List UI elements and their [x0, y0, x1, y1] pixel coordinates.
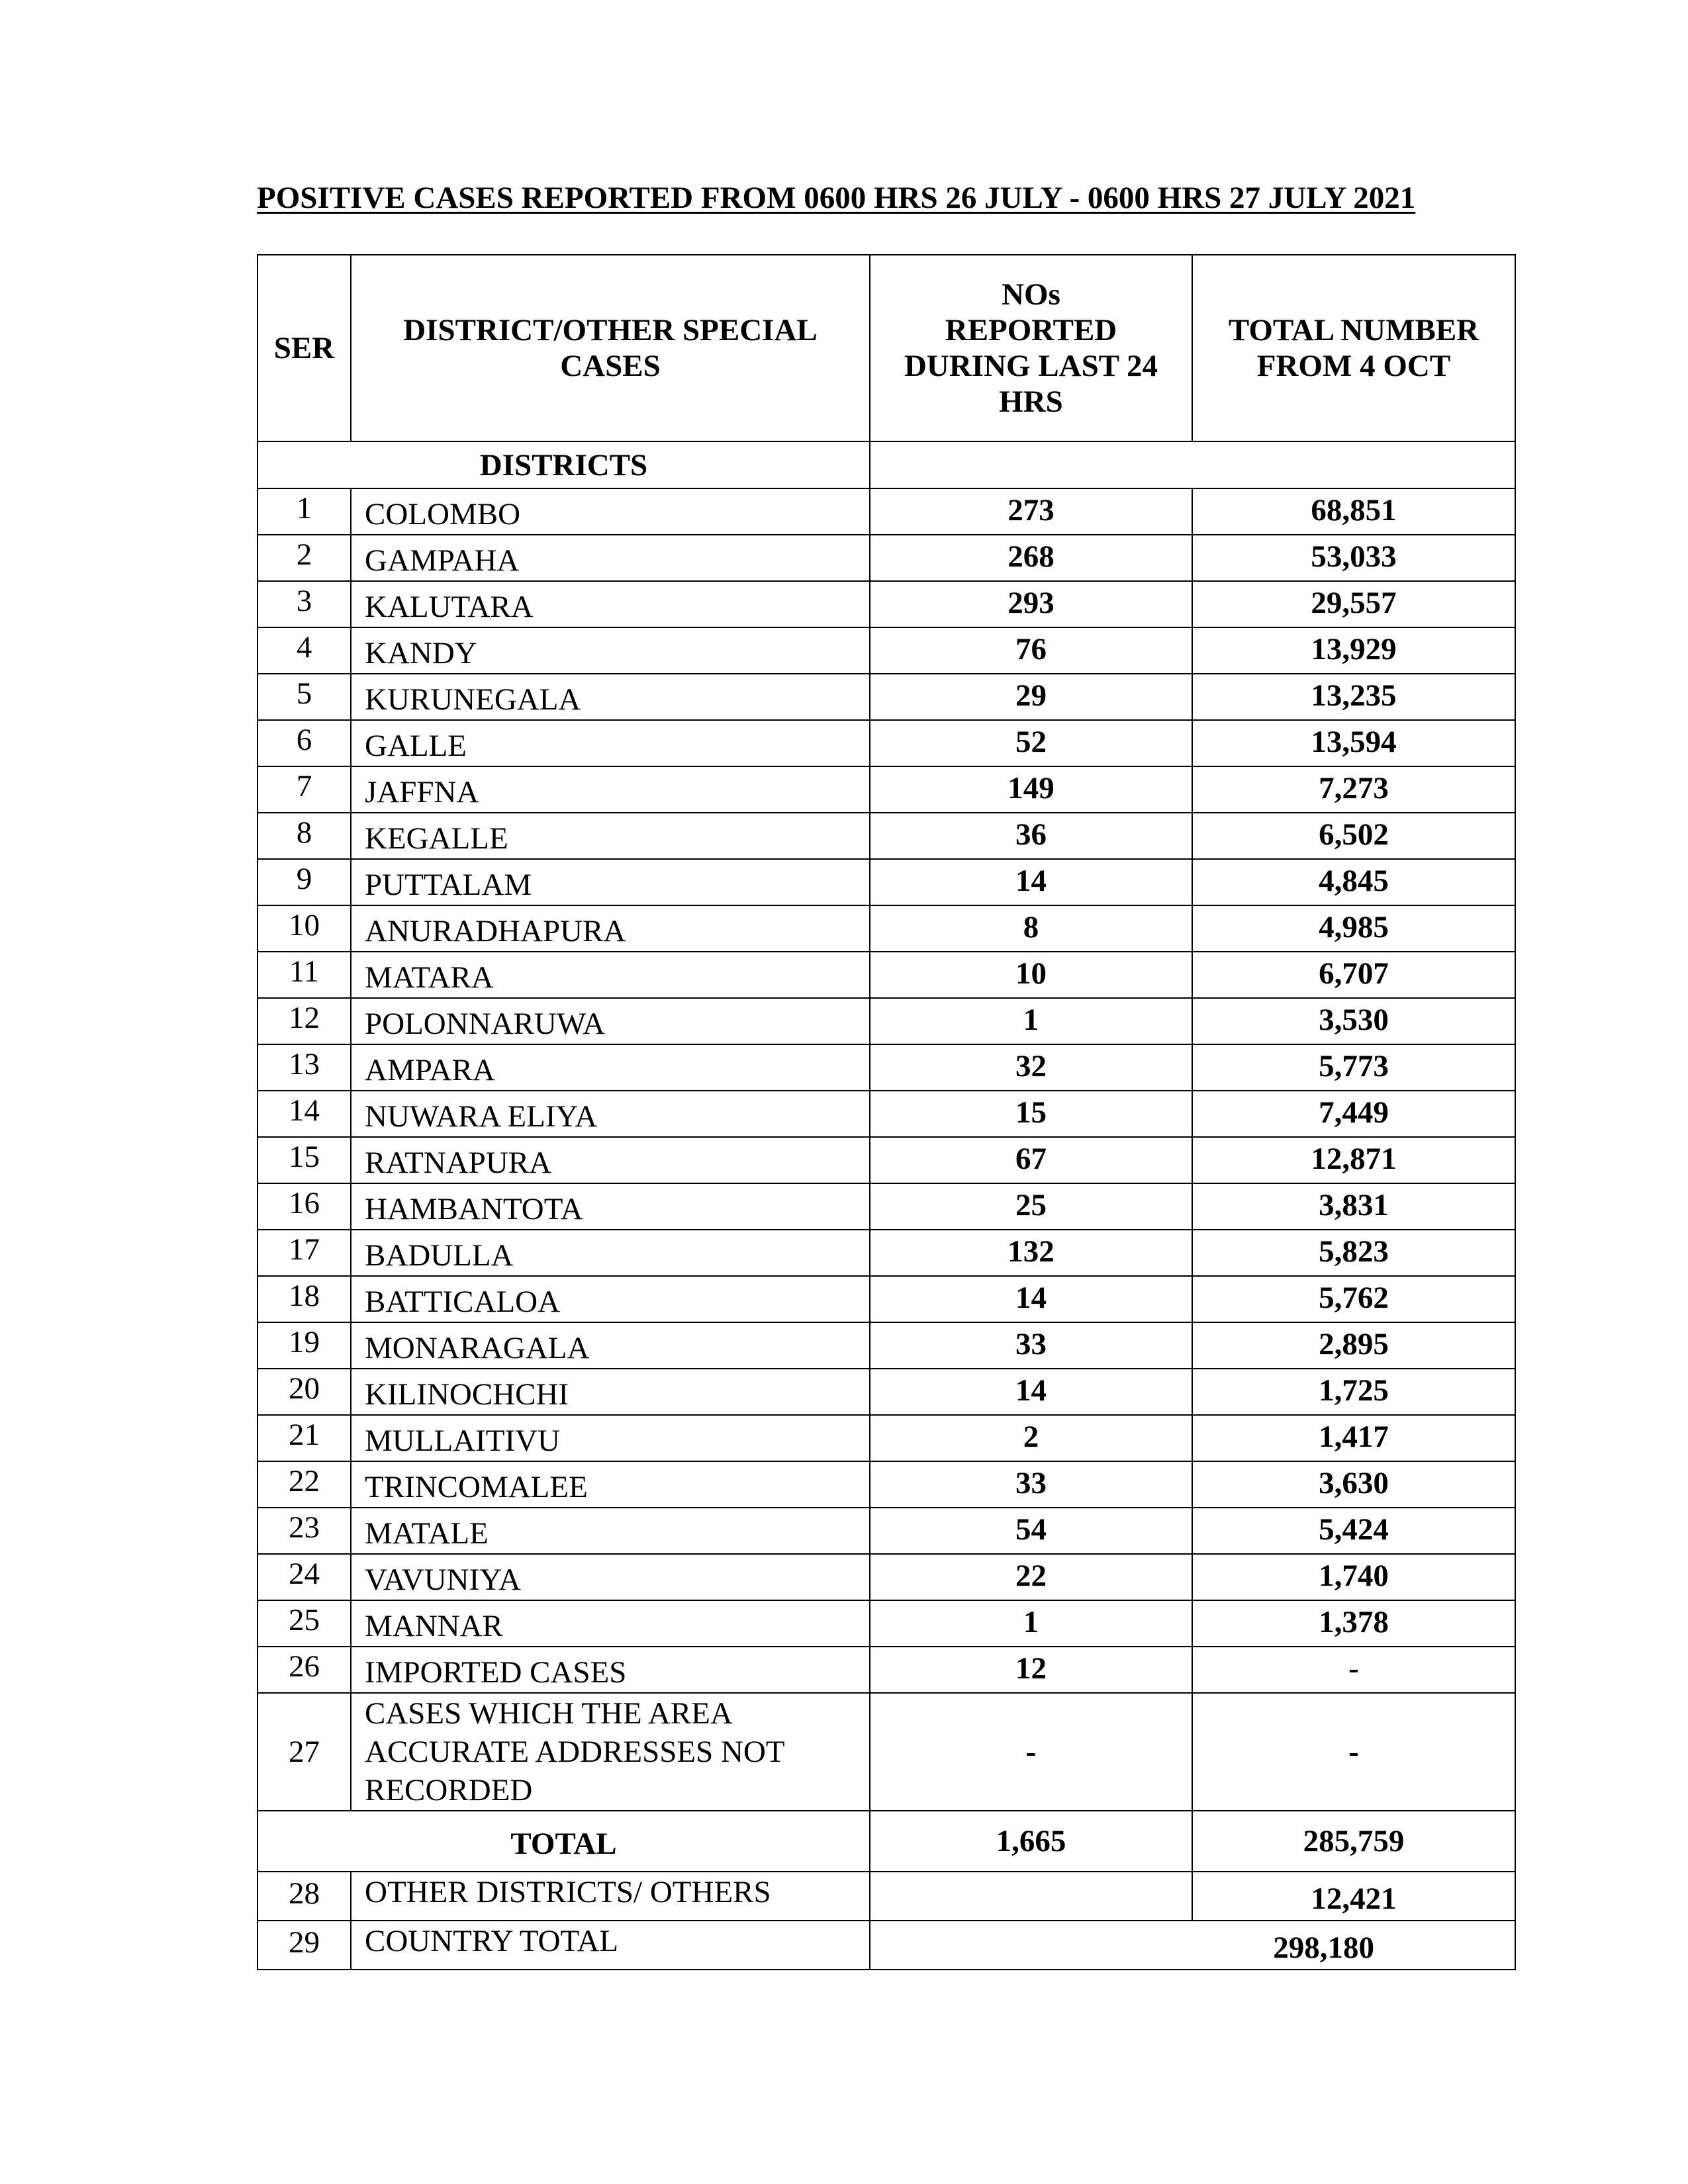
- ser-cell: 6: [258, 720, 351, 766]
- table-row: [258, 766, 1515, 813]
- total-cell: 4,845: [1192, 859, 1515, 905]
- document-title: POSITIVE CASES REPORTED FROM 0600 HRS 26 JULY - 0600 HRS 27 JULY 2021: [257, 181, 1416, 215]
- header-last24-line1: NOs: [1002, 277, 1060, 312]
- table-row: [258, 1369, 1515, 1415]
- last24-cell: 14: [870, 1369, 1192, 1415]
- last24-cell: 149: [870, 766, 1192, 813]
- ser-cell: 7: [258, 766, 351, 813]
- district-cell: COLOMBO: [351, 488, 870, 535]
- last24-cell: 132: [870, 1230, 1192, 1276]
- district-cell: ANURADHAPURA: [351, 905, 870, 952]
- ser-cell: 14: [258, 1091, 351, 1137]
- ser-cell: 19: [258, 1322, 351, 1369]
- table-row: [258, 1554, 1515, 1600]
- header-ser: SER: [258, 255, 351, 441]
- ser-cell: 4: [258, 627, 351, 674]
- table-row: [258, 1276, 1515, 1322]
- ser-cell: 12: [258, 998, 351, 1044]
- last24-cell: 36: [870, 813, 1192, 859]
- ser-cell: 23: [258, 1508, 351, 1554]
- table-row: [258, 581, 1515, 627]
- header-last24: [870, 255, 1192, 441]
- district-cell: TRINCOMALEE: [351, 1461, 870, 1508]
- header-last24-line3: DURING LAST 24: [904, 349, 1158, 383]
- header-row: [258, 255, 1515, 441]
- last24-cell: 268: [870, 535, 1192, 581]
- table-row: [258, 1322, 1515, 1369]
- section-label: DISTRICTS: [258, 441, 870, 488]
- ser-cell: 26: [258, 1647, 351, 1693]
- district-cell: NUWARA ELIYA: [351, 1091, 870, 1137]
- last24-cell: 29: [870, 674, 1192, 720]
- table-row: [258, 1137, 1515, 1183]
- ser-cell: 1: [258, 488, 351, 535]
- total-cell: 3,630: [1192, 1461, 1515, 1508]
- district-cell: [351, 1693, 870, 1811]
- table-row: [258, 1647, 1515, 1693]
- total-cell: 12,871: [1192, 1137, 1515, 1183]
- total-cell: 13,594: [1192, 720, 1515, 766]
- district-cell: KILINOCHCHI: [351, 1369, 870, 1415]
- country-total-cell: 298,180: [870, 1921, 1515, 1970]
- ser-cell: 11: [258, 952, 351, 998]
- total-cell: -: [1192, 1693, 1515, 1811]
- table-row: [258, 1091, 1515, 1137]
- total-cell: 7,449: [1192, 1091, 1515, 1137]
- last24-cell: 54: [870, 1508, 1192, 1554]
- table-row: [258, 1415, 1515, 1461]
- total-cell: 1,725: [1192, 1369, 1515, 1415]
- total-cell: 13,929: [1192, 627, 1515, 674]
- district-cell: MATALE: [351, 1508, 870, 1554]
- other-districts-row: [258, 1872, 1515, 1921]
- table-row: [258, 488, 1515, 535]
- ser-cell: 2: [258, 535, 351, 581]
- ser-cell: 22: [258, 1461, 351, 1508]
- table-row: [258, 1183, 1515, 1230]
- district-line3: RECORDED: [365, 1773, 533, 1807]
- header-last24-line4: HRS: [999, 385, 1063, 419]
- total-cell: 68,851: [1192, 488, 1515, 535]
- district-cell: GAMPAHA: [351, 535, 870, 581]
- last24-cell: [870, 1872, 1192, 1921]
- ser-cell: 29: [258, 1921, 351, 1970]
- total-last24: 1,665: [870, 1811, 1192, 1872]
- header-district-line2: CASES: [560, 349, 661, 383]
- district-cell: KURUNEGALA: [351, 674, 870, 720]
- last24-cell: 14: [870, 859, 1192, 905]
- ser-cell: 18: [258, 1276, 351, 1322]
- table-row: [258, 1461, 1515, 1508]
- table-row: [258, 720, 1515, 766]
- header-last24-line2: REPORTED: [945, 313, 1117, 347]
- district-cell: RATNAPURA: [351, 1137, 870, 1183]
- last24-cell: 33: [870, 1461, 1192, 1508]
- total-cell: 6,707: [1192, 952, 1515, 998]
- table-row: [258, 998, 1515, 1044]
- district-cell: VAVUNIYA: [351, 1554, 870, 1600]
- district-cell: JAFFNA: [351, 766, 870, 813]
- country-total-row: [258, 1921, 1515, 1970]
- ser-cell: 27: [258, 1693, 351, 1811]
- last24-cell: 67: [870, 1137, 1192, 1183]
- district-cell: BATTICALOA: [351, 1276, 870, 1322]
- total-cell: 12,421: [1192, 1872, 1515, 1921]
- district-cell: HAMBANTOTA: [351, 1183, 870, 1230]
- ser-cell: 9: [258, 859, 351, 905]
- last24-cell: 52: [870, 720, 1192, 766]
- last24-cell: 8: [870, 905, 1192, 952]
- ser-cell: 15: [258, 1137, 351, 1183]
- last24-cell: 33: [870, 1322, 1192, 1369]
- total-cell: 1,417: [1192, 1415, 1515, 1461]
- last24-cell: 76: [870, 627, 1192, 674]
- total-cell: 5,424: [1192, 1508, 1515, 1554]
- table-row: [258, 905, 1515, 952]
- last24-cell: -: [870, 1693, 1192, 1811]
- last24-cell: 12: [870, 1647, 1192, 1693]
- total-cell: 5,762: [1192, 1276, 1515, 1322]
- ser-cell: 8: [258, 813, 351, 859]
- district-cell: COUNTRY TOTAL: [351, 1921, 870, 1970]
- table-row: [258, 535, 1515, 581]
- last24-cell: 32: [870, 1044, 1192, 1091]
- section-empty: [870, 441, 1515, 488]
- district-cell: KALUTARA: [351, 581, 870, 627]
- total-cell: 13,235: [1192, 674, 1515, 720]
- table-row: [258, 674, 1515, 720]
- table-row-27: [258, 1693, 1515, 1811]
- table-row: [258, 1044, 1515, 1091]
- ser-cell: 5: [258, 674, 351, 720]
- ser-cell: 13: [258, 1044, 351, 1091]
- total-cumulative: 285,759: [1192, 1811, 1515, 1872]
- last24-cell: 10: [870, 952, 1192, 998]
- ser-cell: 28: [258, 1872, 351, 1921]
- total-cell: 53,033: [1192, 535, 1515, 581]
- district-cell: IMPORTED CASES: [351, 1647, 870, 1693]
- total-label: TOTAL: [258, 1811, 870, 1872]
- total-cell: 1,378: [1192, 1600, 1515, 1647]
- district-cell: AMPARA: [351, 1044, 870, 1091]
- district-cell: MULLAITIVU: [351, 1415, 870, 1461]
- total-cell: 4,985: [1192, 905, 1515, 952]
- district-cell: GALLE: [351, 720, 870, 766]
- header-total-line1: TOTAL NUMBER: [1228, 313, 1479, 347]
- total-cell: 1,740: [1192, 1554, 1515, 1600]
- ser-cell: 25: [258, 1600, 351, 1647]
- last24-cell: 293: [870, 581, 1192, 627]
- ser-cell: 21: [258, 1415, 351, 1461]
- last24-cell: 2: [870, 1415, 1192, 1461]
- total-cell: 5,823: [1192, 1230, 1515, 1276]
- last24-cell: 1: [870, 998, 1192, 1044]
- last24-cell: 25: [870, 1183, 1192, 1230]
- district-cell: KEGALLE: [351, 813, 870, 859]
- header-total-line2: FROM 4 OCT: [1256, 349, 1451, 383]
- district-line1: CASES WHICH THE AREA: [365, 1696, 733, 1731]
- last24-cell: 1: [870, 1600, 1192, 1647]
- table-row: [258, 1600, 1515, 1647]
- district-cell: KANDY: [351, 627, 870, 674]
- total-cell: 5,773: [1192, 1044, 1515, 1091]
- total-cell: 6,502: [1192, 813, 1515, 859]
- total-row: [258, 1811, 1515, 1872]
- ser-cell: 3: [258, 581, 351, 627]
- total-cell: 2,895: [1192, 1322, 1515, 1369]
- last24-cell: 273: [870, 488, 1192, 535]
- section-row: [258, 441, 1515, 488]
- table-row: [258, 952, 1515, 998]
- header-district-line1: DISTRICT/OTHER SPECIAL: [403, 313, 818, 347]
- table-row: [258, 1508, 1515, 1554]
- ser-cell: 20: [258, 1369, 351, 1415]
- last24-cell: 15: [870, 1091, 1192, 1137]
- ser-cell: 24: [258, 1554, 351, 1600]
- district-line2: ACCURATE ADDRESSES NOT: [365, 1735, 785, 1769]
- table-row: [258, 813, 1515, 859]
- total-cell: 3,831: [1192, 1183, 1515, 1230]
- table-row: [258, 859, 1515, 905]
- header-district: [351, 255, 870, 441]
- last24-cell: 22: [870, 1554, 1192, 1600]
- district-cell: OTHER DISTRICTS/ OTHERS: [351, 1872, 870, 1921]
- district-cell: POLONNARUWA: [351, 998, 870, 1044]
- header-total: [1192, 255, 1515, 441]
- total-cell: 29,557: [1192, 581, 1515, 627]
- ser-cell: 10: [258, 905, 351, 952]
- ser-cell: 17: [258, 1230, 351, 1276]
- district-cell: PUTTALAM: [351, 859, 870, 905]
- total-cell: -: [1192, 1647, 1515, 1693]
- table-row: [258, 1230, 1515, 1276]
- district-cell: MANNAR: [351, 1600, 870, 1647]
- total-cell: 3,530: [1192, 998, 1515, 1044]
- table-row: [258, 627, 1515, 674]
- total-cell: 7,273: [1192, 766, 1515, 813]
- cases-table: [257, 254, 1516, 1970]
- last24-cell: 14: [870, 1276, 1192, 1322]
- ser-cell: 16: [258, 1183, 351, 1230]
- district-cell: MATARA: [351, 952, 870, 998]
- district-cell: BADULLA: [351, 1230, 870, 1276]
- district-cell: MONARAGALA: [351, 1322, 870, 1369]
